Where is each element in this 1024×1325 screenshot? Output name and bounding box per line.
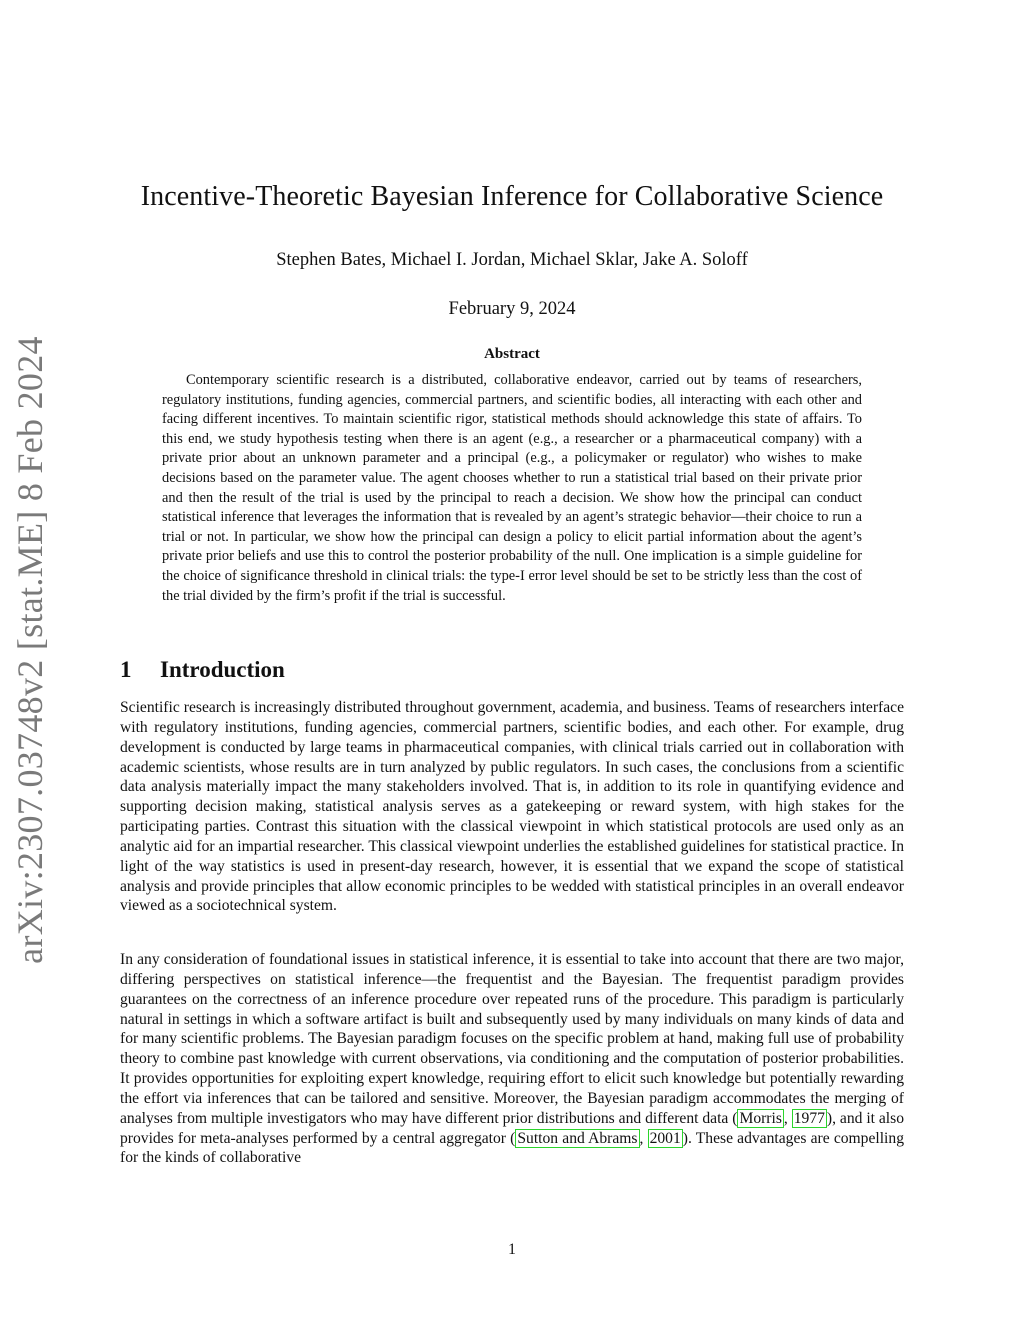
section-title: Introduction: [160, 657, 285, 682]
publication-date: February 9, 2024: [448, 299, 576, 319]
paragraph-2-text-part-1: In any consideration of foundational issues in statistical inference, it is essential to take into account that there are two major, differing perspectives on statistical inference—the frequentist and the Bayesian. The frequentist paradigm provides guarantees on the correctness of an inference procedure over repeated runs of the procedure. This paradigm is particularly natural in settings in which a software artifact is built and subsequently used by many individuals on many kinds of data and for many scientific problems. The Bayesian paradigm focuses on the specific problem at hand, making full use of probability theory to combine past knowledge with current observations, via conditioning and the computation of posterior probabilities. It provides opportunities for exploiting expert knowledge, requiring effort to elicit such knowledge but potentially rewarding the effort via inferences that can be tailored and sensitive. Moreover, the Bayesian paradigm accommodates the merging of analyses from multiple investigators who may have different prior distributions and different data (: [120, 951, 904, 1127]
section-number: 1: [120, 657, 132, 682]
citation-link-sutton-abrams-author[interactable]: Sutton and Abrams: [517, 1129, 638, 1147]
citation-separator: ,: [639, 1129, 648, 1147]
page-number: 1: [508, 1241, 516, 1258]
paragraph-2-text-part-2: ), and it also provides for meta-analyses performed by a central aggregator (: [120, 1109, 905, 1147]
citation-link-sutton-abrams-year[interactable]: 2001: [649, 1129, 681, 1147]
citation-separator: ,: [783, 1109, 792, 1127]
section-heading-introduction: [120, 655, 285, 685]
citation-link-morris-author[interactable]: Morris: [739, 1109, 782, 1127]
abstract-heading: Abstract: [484, 346, 540, 362]
author-list: Stephen Bates, Michael I. Jordan, Michael Sklar, Jake A. Soloff: [276, 250, 748, 270]
paper-title: Incentive-Theoretic Bayesian Inference for Collaborative Science: [140, 181, 884, 212]
citation-link-morris-year[interactable]: 1977: [793, 1109, 825, 1127]
introduction-paragraph-1: Scientific research is increasingly distributed throughout government, academia, and business. Teams of researchers interface with regulatory institutions, funding agencies, commercial partners, scientific bodies, and each other. For example, drug development is conducted by large teams in pharmaceutical companies, with clinical trials carried out in collaboration with academic scientists, whose results are in turn analyzed by public regulators. In such cases, the conclusions from a scientific data analysis materially impact the many stakeholders involved. That is, in addition to its role in quantifying evidence and supporting decision making, statistical analysis serves as a gatekeeping or reward system, with high stakes for the participating parties. Contrast this situation with the classical viewpoint in which statistical protocols are used only as an analytic aid for an impartial researcher. This classical viewpoint underlies the established guidelines for statistical practice. In light of the way statistics is used in present-day research, however, it is essential that we expand the scope of statistical analysis and provide principles that allow economic principles to be wedded with statistical principles in an overall endeavor viewed as a sociotechnical system.: [120, 699, 904, 915]
paragraph-2-text-part-3: ). These advantages are compelling for the kinds of collaborative: [120, 1129, 904, 1167]
introduction-paragraph-2: [120, 950, 904, 1168]
abstract-text: Contemporary scientific research is a distributed, collaborative endeavor, carried out by teams of researchers, regulatory institutions, funding agencies, commercial partners, and scientific bodies, all interacting with each other and facing different incentives. To maintain scientific rigor, statistical methods should acknowledge this state of affairs. To this end, we study hypothesis testing when there is an agent (e.g., a researcher or a pharmaceutical company) with a private prior about an unknown parameter and a principal (e.g., a policymaker or regulator) who wishes to make decisions based on the parameter value. The agent chooses whether to run a statistical trial based on their private prior and then the result of the trial is used by the principal to reach a decision. We show how the principal can conduct statistical inference that leverages the information that is revealed by an agent’s strategic behavior—their choice to run a trial or not. In particular, we show how the principal can design a policy to elicit partial information about the agent’s private prior beliefs and use this to control the posterior probability of the null. One implication is a simple guideline for the choice of significance threshold in clinical trials: the type-I error level should be set to be strictly less than the cost of the trial divided by the firm’s profit if the trial is successful.: [162, 372, 862, 604]
arxiv-identifier-text: arXiv:2307.03748v2 [stat.ME] 8 Feb 2024: [10, 336, 50, 964]
